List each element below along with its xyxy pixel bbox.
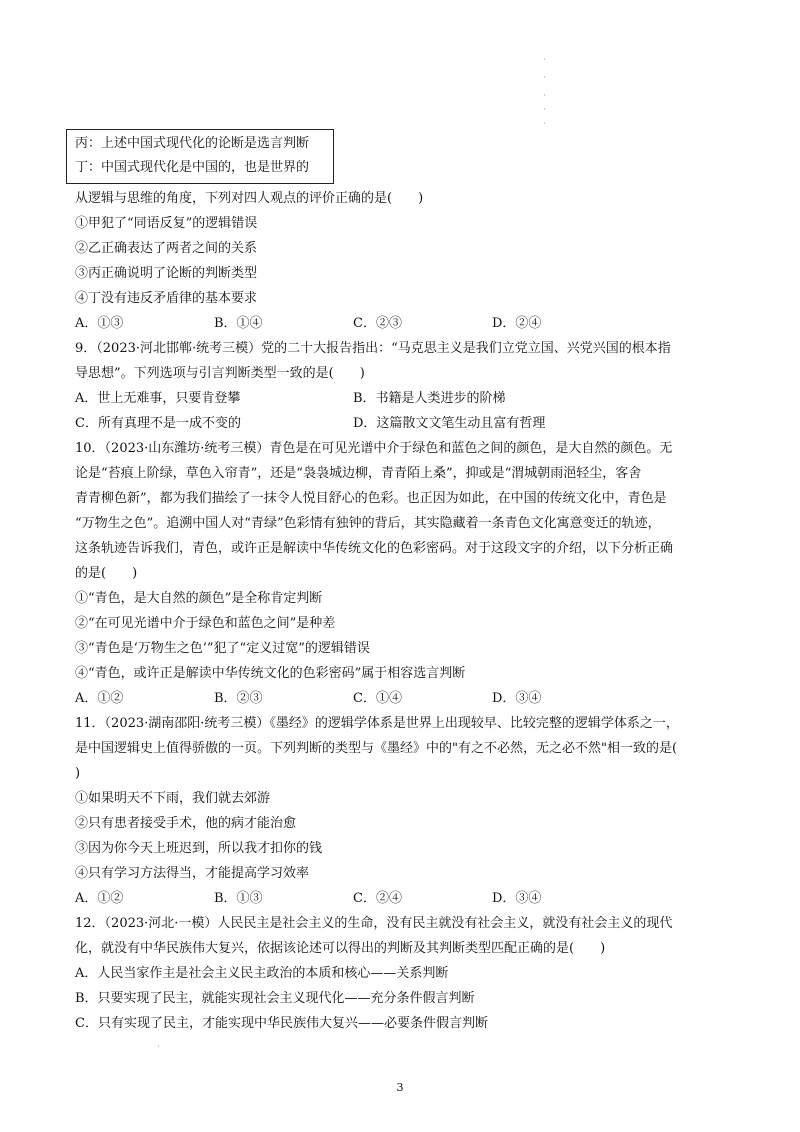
- viewpoint-box: [66, 129, 334, 184]
- viewpoint-bing: 丙：上述中国式现代化的论断是选言判断: [75, 136, 310, 151]
- q12-option-b: B．只要实现了民主，就能实现社会主义现代化——充分条件假言判断: [75, 991, 475, 1006]
- q9-option-c: C．所有真理不是一成不变的: [75, 416, 241, 431]
- q8-option-a: A．①③: [75, 316, 124, 331]
- q12-option-c: C．只有实现了民主，才能实现中华民族伟大复兴——必要条件假言判断: [75, 1016, 488, 1031]
- margin-dot: ·: [543, 119, 546, 129]
- q8-item: ②乙正确表达了两者之间的关系: [75, 241, 258, 256]
- q8-option-c: C．②③: [353, 316, 402, 331]
- q8-item: ④丁没有违反矛盾律的基本要求: [75, 291, 258, 306]
- q10-option-b: B．②③: [214, 691, 263, 706]
- q10-item: ④“青色，或许正是解读中华传统文化的色彩密码”属于相容选言判断: [75, 666, 466, 681]
- q9-option-b: B．书籍是人类进步的阶梯: [353, 391, 506, 406]
- q10-item: ①“青色，是大自然的颜色”是全称肯定判断: [75, 591, 323, 606]
- q11-stem: 11．（2023·湖南邵阳·统考三模）《墨经》的逻辑学体系是世界上出现较早、比较完整的逻辑学体系之一，: [75, 716, 679, 731]
- q11-option-a: A．①②: [75, 891, 124, 906]
- q10-stem: 的是( ): [75, 566, 138, 581]
- q9-stem: 9．（2023·河北邯郸·统考三模）党的二十大报告指出：“马克思主义是我们立党立国、兴党兴国的根本指: [75, 341, 671, 356]
- q10-stem: 这条轨迹告诉我们，青色，或许正是解读中华传统文化的色彩密码。对于这段文字的介绍，以下分析正确: [75, 541, 674, 556]
- q10-stem: 青青柳色新”，都为我们描绘了一抹令人悦目舒心的色彩。也正因为如此，在中国的传统文化中，青色是: [75, 491, 667, 506]
- q11-item: ④只有学习方法得当，才能提高学习效率: [75, 866, 310, 881]
- page-number: 3: [396, 1081, 404, 1094]
- q8-item: ③丙正确说明了论断的判断类型: [75, 266, 258, 281]
- q9-stem: 导思想”。下列选项与引言判断类型一致的是( ): [75, 366, 365, 381]
- margin-dot: ·: [543, 55, 546, 65]
- q10-stem: 论是“苔痕上阶绿，草色入帘青”，还是“袅袅城边柳，青青陌上桑”，抑或是“渭城朝雨浥轻尘，客舍: [75, 466, 642, 481]
- margin-dot: ·: [157, 1042, 160, 1052]
- q8-option-b: B．①④: [214, 316, 263, 331]
- q11-item: ①如果明天不下雨，我们就去郊游: [75, 791, 271, 806]
- q10-option-d: D．③④: [492, 691, 542, 706]
- q10-item: ③“青色是‘万物生之色’”犯了“定义过宽”的逻辑错误: [75, 641, 370, 656]
- q10-option-a: A．①②: [75, 691, 124, 706]
- q8-option-d: D．②④: [492, 316, 542, 331]
- q12-stem: 12．（2023·河北·一模）人民民主是社会主义的生命，没有民主就没有社会主义，就没有社会主义的现代: [75, 916, 673, 931]
- q8-stem: 从逻辑与思维的角度，下列对四人观点的评价正确的是( ): [75, 191, 424, 206]
- q11-stem: ): [75, 766, 81, 781]
- q9-option-a: A．世上无难事，只要肯登攀: [75, 391, 241, 406]
- margin-dot: ·: [543, 73, 546, 83]
- q10-stem: 10．（2023·山东潍坊·统考三模）青色是在可见光谱中介于绿色和蓝色之间的颜色，是大自然的颜色。无: [75, 441, 673, 456]
- q12-stem: 化，就没有中华民族伟大复兴，依据该论述可以得出的判断及其判断类型匹配正确的是( ): [75, 941, 606, 956]
- viewpoint-ding: 丁：中国式现代化是中国的，也是世界的: [75, 160, 310, 175]
- q9-option-d: D．这篇散文文笔生动且富有哲理: [353, 416, 546, 431]
- q11-item: ③因为你今天上班迟到，所以我才扣你的钱: [75, 841, 323, 856]
- q10-item: ②“在可见光谱中介于绿色和蓝色之间”是种差: [75, 616, 336, 631]
- q8-item: ①甲犯了“同语反复”的逻辑错误: [75, 216, 258, 231]
- q11-item: ②只有患者接受手术，他的病才能治愈: [75, 816, 297, 831]
- q12-option-a: A．人民当家作主是社会主义民主政治的本质和核心——关系判断: [75, 966, 449, 981]
- q10-option-c: C．①④: [353, 691, 402, 706]
- q11-option-b: B．①③: [214, 891, 263, 906]
- q11-option-d: D．③④: [492, 891, 542, 906]
- margin-dot: ·: [543, 105, 546, 115]
- q10-stem: “万物生之色”。追溯中国人对“青绿”色彩情有独钟的背后，其实隐藏着一条青色文化寓意变迁的轨迹，: [75, 516, 661, 531]
- q11-stem: 是中国逻辑史上值得骄傲的一页。下列判断的类型与《墨经》中的"有之不必然，无之必不然"相一致的是(: [75, 741, 678, 756]
- margin-dot: ·: [543, 91, 546, 101]
- q11-option-c: C．②④: [353, 891, 402, 906]
